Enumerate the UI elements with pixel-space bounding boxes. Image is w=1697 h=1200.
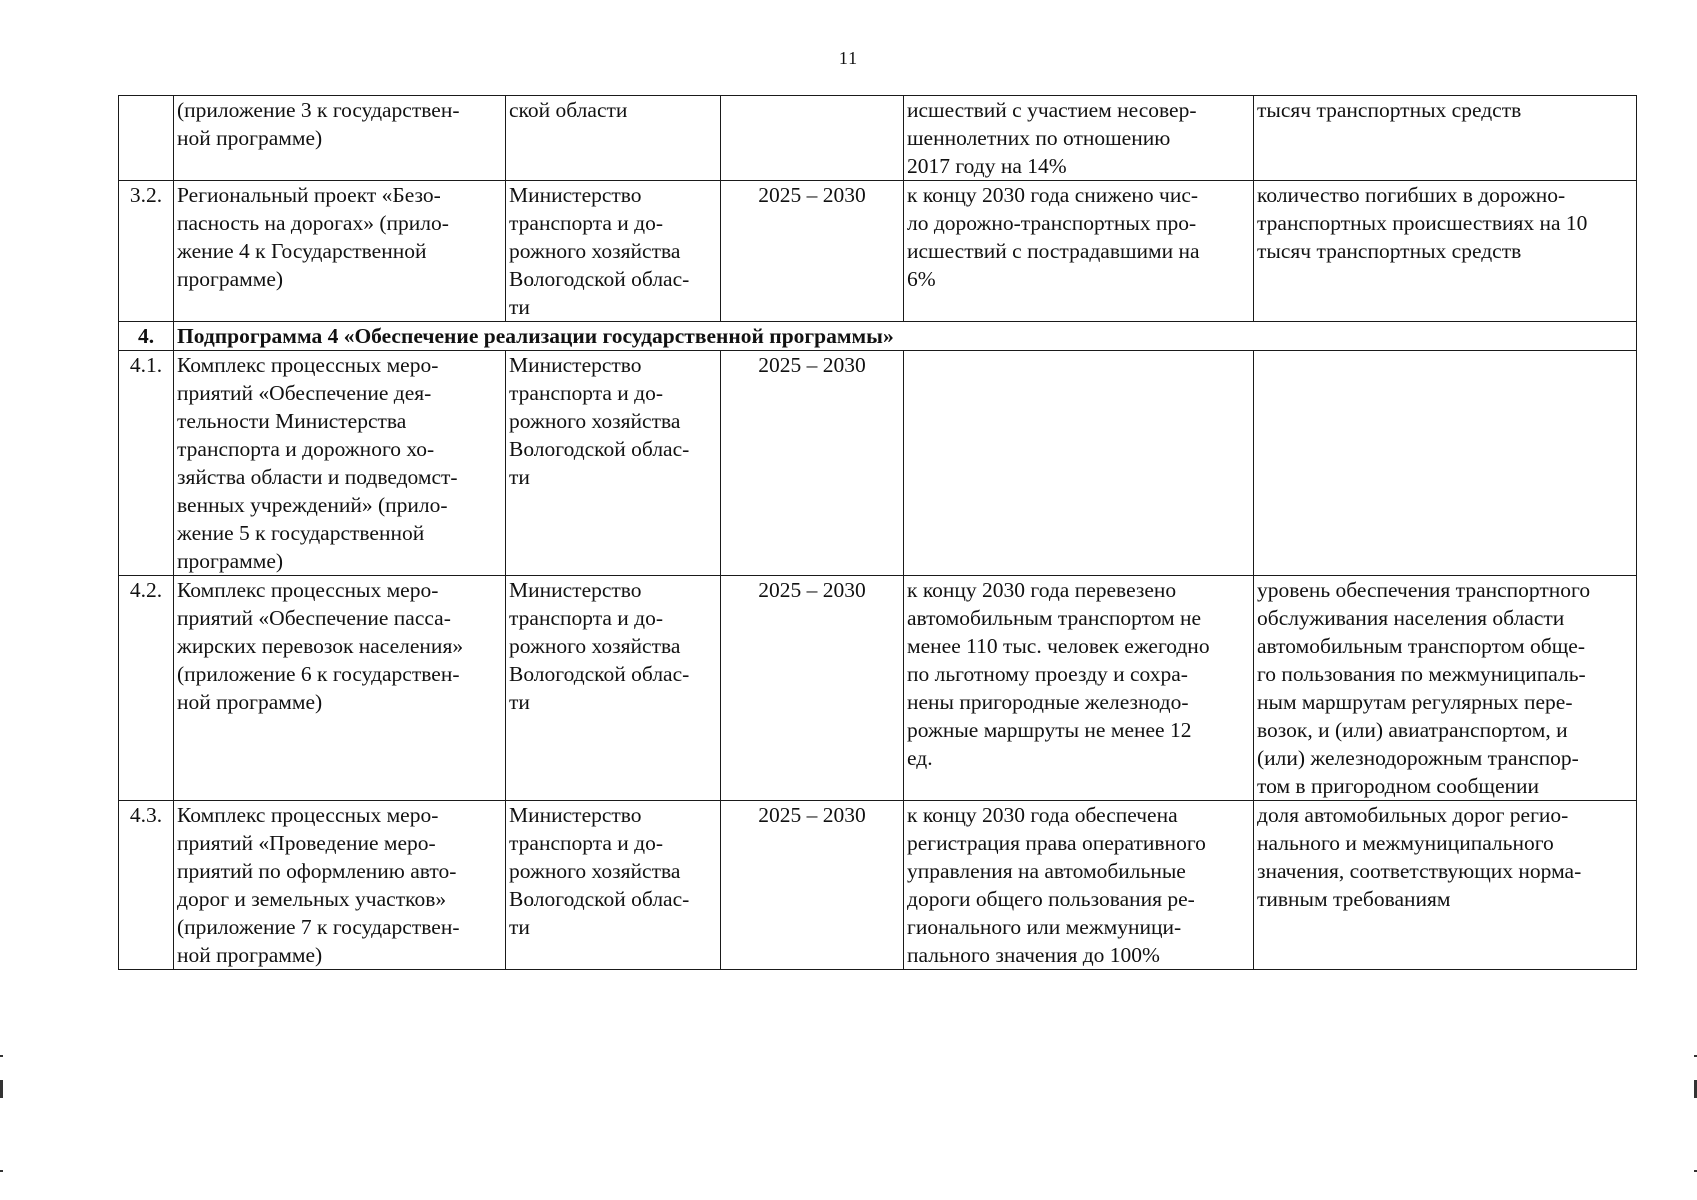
indicator: уровень обеспечения транспортного обслуживания населения области автомобильным транспортом обще- го пользования по межмуниципаль- ным маршрутам регулярных пере- возок, и (или) авиатранспортом, и (или) железнодорожным транспор- том в пригородном сообщении [1254, 576, 1637, 801]
expected-result [904, 351, 1254, 576]
measure-name: (приложение 3 к государствен- ной программе) [174, 96, 506, 181]
scan-edge-mark-left [0, 1080, 3, 1098]
executor: ской области [506, 96, 721, 181]
indicator: тысяч транспортных средств [1254, 96, 1637, 181]
section-number: 4. [119, 322, 174, 351]
indicator: доля автомобильных дорог регио- нального и межмуниципального значения, соответствующих норма- тивным требованиям [1254, 801, 1637, 970]
period: 2025 – 2030 [721, 801, 904, 970]
expected-result: к концу 2030 года перевезено автомобильным транспортом не менее 110 тыс. человек ежегодно по льготному проезду и сохра- нены пригородные железнодо- рожные маршруты не менее 12 ед. [904, 576, 1254, 801]
measure-name: Региональный проект «Безо- пасность на дорогах» (прило- жение 4 к Государственной программе) [174, 181, 506, 322]
table-row [119, 181, 1637, 322]
executor: Министерство транспорта и до- рожного хозяйства Вологодской облас- ти [506, 181, 721, 322]
table-row [119, 351, 1637, 576]
indicator: количество погибших в дорожно- транспортных происшествиях на 10 тысяч транспортных средств [1254, 181, 1637, 322]
row-number: 4.1. [119, 351, 174, 576]
period [721, 96, 904, 181]
section-title: Подпрограмма 4 «Обеспечение реализации государственной программы» [174, 322, 1637, 351]
table-row [119, 801, 1637, 970]
measure-name: Комплекс процессных меро- приятий «Обеспечение пасса- жирских перевозок населения» (приложение 6 к государствен- ной программе) [174, 576, 506, 801]
expected-result: исшествий с участием несовер- шеннолетних по отношению 2017 году на 14% [904, 96, 1254, 181]
expected-result: к концу 2030 года снижено чис- ло дорожно-транспортных про- исшествий с пострадавшими на 6% [904, 181, 1254, 322]
program-table [118, 95, 1637, 970]
row-number: 4.2. [119, 576, 174, 801]
table-row [119, 96, 1637, 181]
row-number: 4.3. [119, 801, 174, 970]
executor: Министерство транспорта и до- рожного хозяйства Вологодской облас- ти [506, 576, 721, 801]
period: 2025 – 2030 [721, 351, 904, 576]
measure-name: Комплекс процессных меро- приятий «Проведение меро- приятий по оформлению авто- дорог и земельных участков» (приложение 7 к государствен- ной программе) [174, 801, 506, 970]
scan-edge-mark-left [0, 1170, 3, 1172]
row-number [119, 96, 174, 181]
executor: Министерство транспорта и до- рожного хозяйства Вологодской облас- ти [506, 801, 721, 970]
row-number: 3.2. [119, 181, 174, 322]
executor: Министерство транспорта и до- рожного хозяйства Вологодской облас- ти [506, 351, 721, 576]
table-row [119, 576, 1637, 801]
measure-name: Комплекс процессных меро- приятий «Обеспечение дея- тельности Министерства транспорта и дорожного хо- зяйства области и подведомст- венных учреждений» (прило- жение 5 к государственной программе) [174, 351, 506, 576]
section-row [119, 322, 1637, 351]
page-number: 11 [838, 48, 859, 68]
expected-result: к концу 2030 года обеспечена регистрация права оперативного управления на автомобильные дороги общего пользования ре- гионального или межмуници- пального значения до 100% [904, 801, 1254, 970]
scan-edge-mark-left [0, 1055, 3, 1057]
period: 2025 – 2030 [721, 181, 904, 322]
indicator [1254, 351, 1637, 576]
period: 2025 – 2030 [721, 576, 904, 801]
